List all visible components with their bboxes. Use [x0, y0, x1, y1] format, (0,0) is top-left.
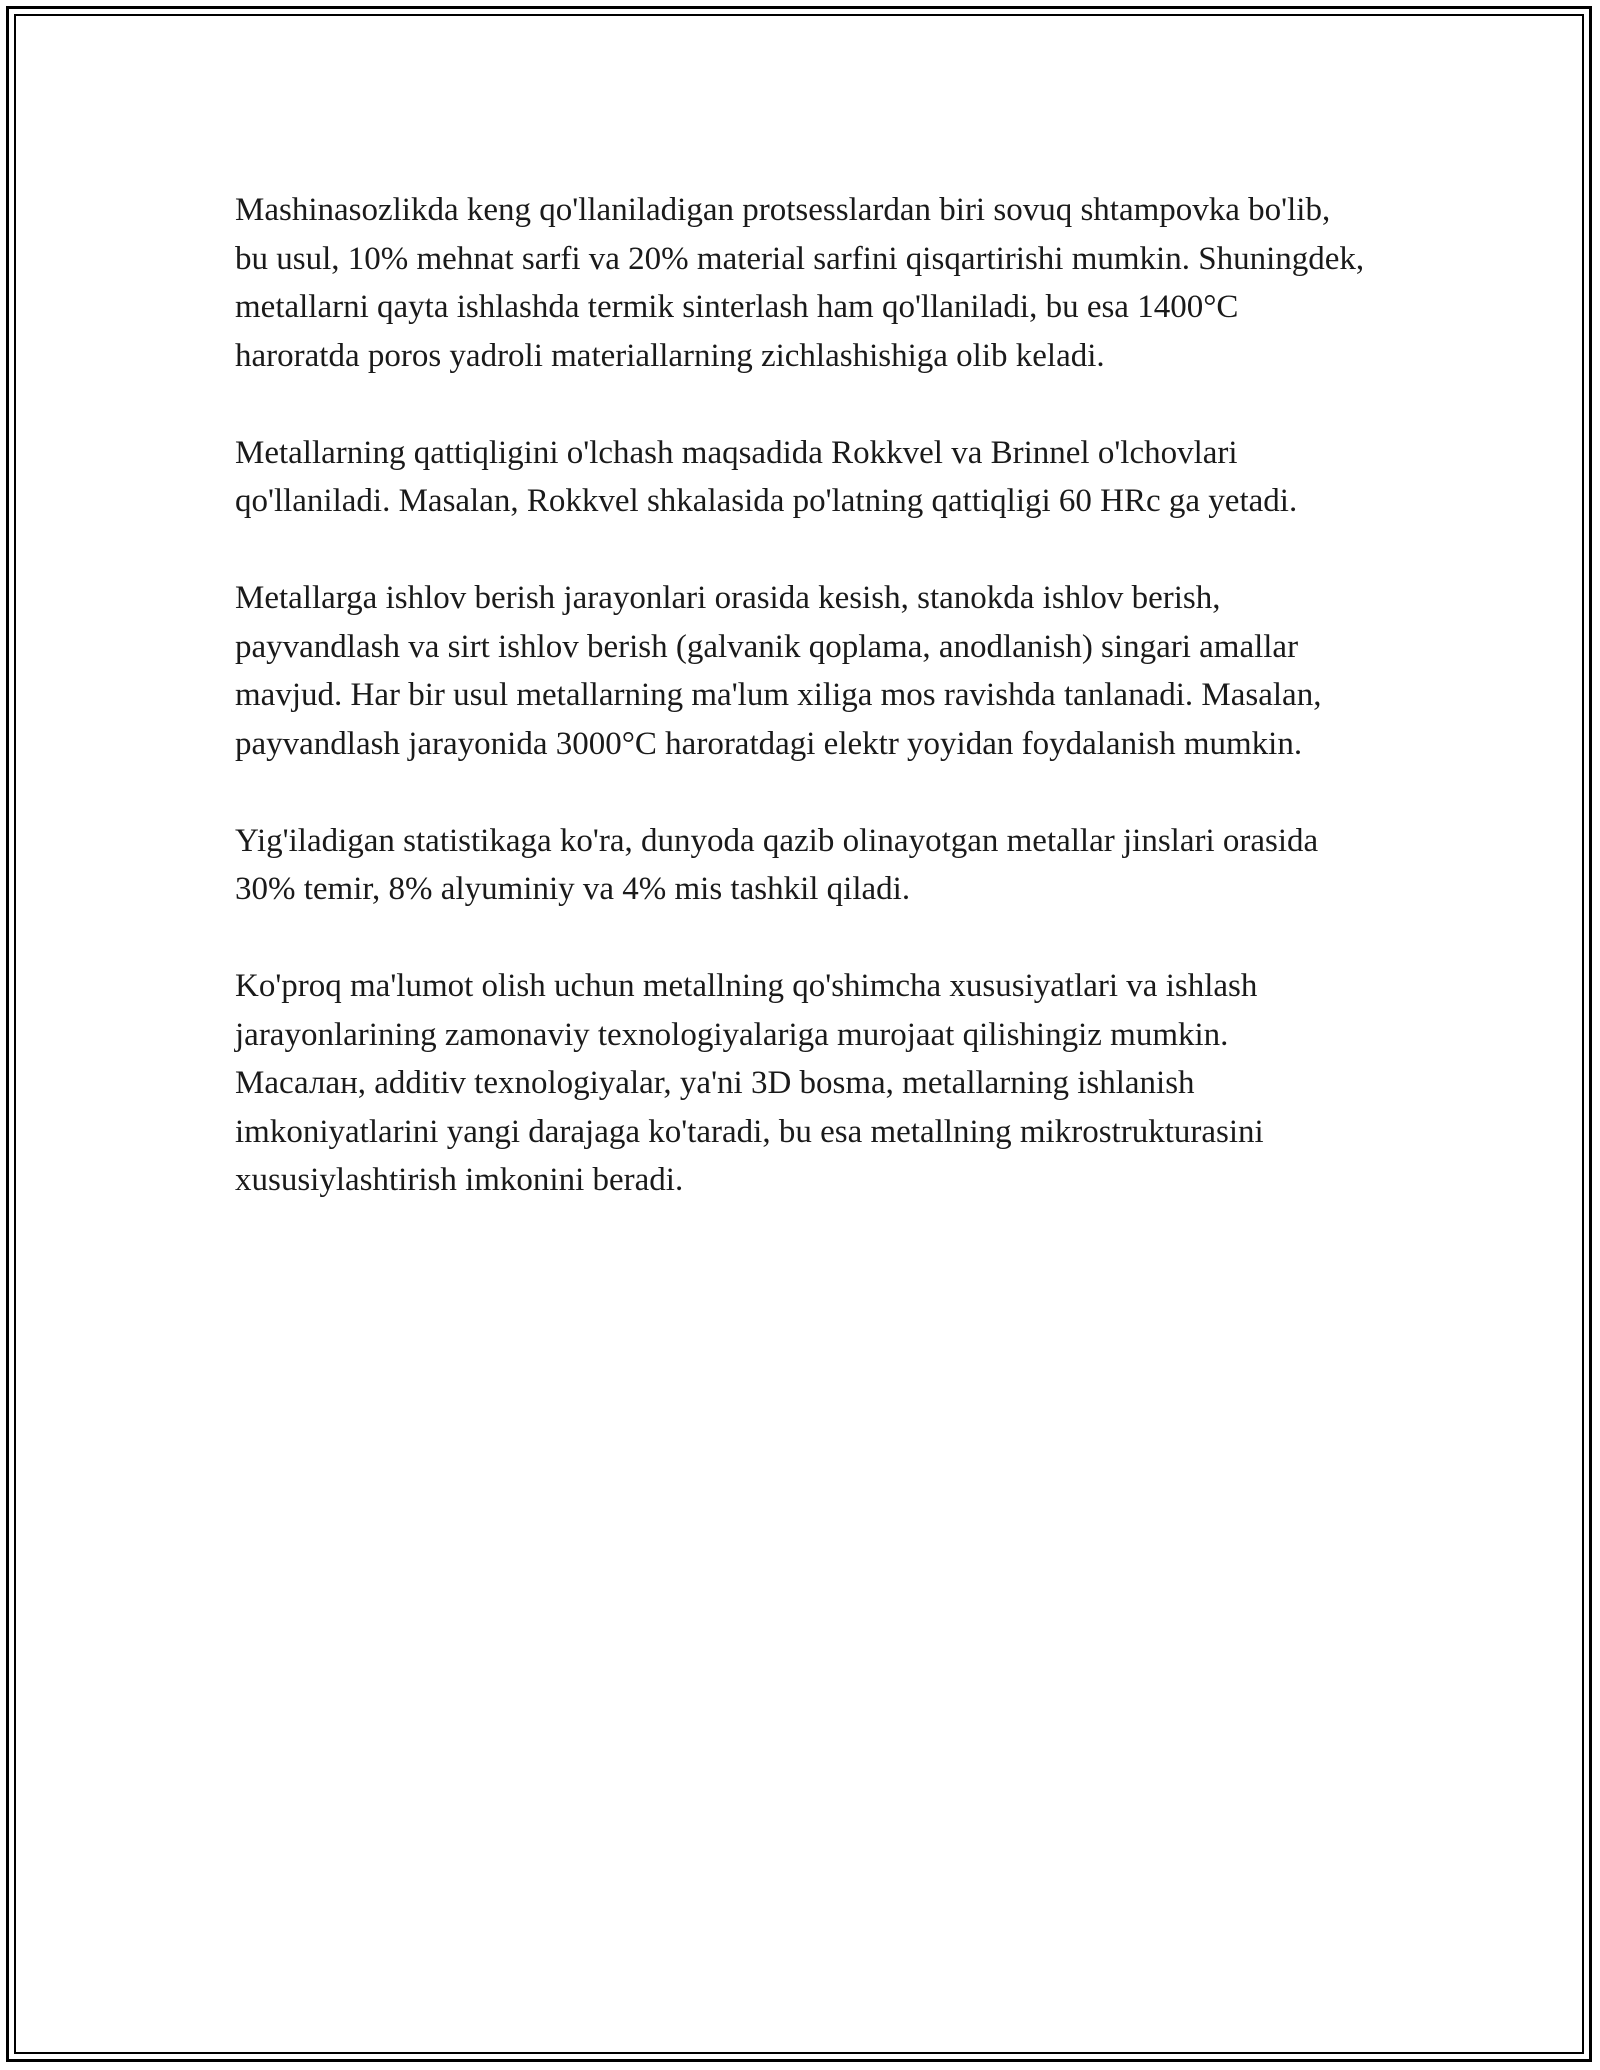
paragraph-hardness: Metallarning qattiqligini o'lchash maqsadida Rokkvel va Brinnel o'lchovlari qo'llaniladi. Masalan, Rokkvel shkalasida po'latning qattiqligi 60 HRc ga yetadi.: [235, 434, 1298, 519]
paragraph-technologies: Ko'proq ma'lumot olish uchun metallning qo'shimcha xususiyatlari va ishlash jarayonlarining zamonaviy texnologiyalariga murojaat qilishingiz mumkin. Масалан, additiv texnologiyalar, ya'ni 3D bosma, metallarning ishlanish imkoniyatlarini yangi darajaga ko'taradi, bu esa metallning mikrostrukturasini xususiylashtirish imkonini beradi.: [235, 968, 1264, 1198]
document-body: [235, 186, 1365, 1253]
paragraph-processing: Metallarga ishlov berish jarayonlari orasida kesish, stanokda ishlov berish, payvandlash va sirt ishlov berish (galvanik qoplama, anodlanish) singari amallar mavjud. Har bir usul metallarning ma'lum xiliga mos ravishda tanlanadi. Masalan, payvandlash jarayonida 3000°C haroratdagi elektr yoyidan foydalanish mumkin.: [235, 580, 1322, 762]
paragraph-statistics: Yig'iladigan statistikaga ko'ra, dunyoda qazib olinayotgan metallar jinslari orasida 30% temir, 8% alyuminiy va 4% mis tashkil qiladi.: [235, 822, 1319, 907]
paragraph-cold-stamping: Mashinasozlikda keng qo'llaniladigan protsesslardan biri sovuq shtampovka bo'lib, bu usul, 10% mehnat sarfi va 20% material sarfini qisqartirishi mumkin. Shuningdek, metallarni qayta ishlashda termik sinterlash ham qo'llaniladi, bu esa 1400°C haroratda poros yadroli materiallarning zichlashishiga olib keladi.: [235, 192, 1365, 374]
